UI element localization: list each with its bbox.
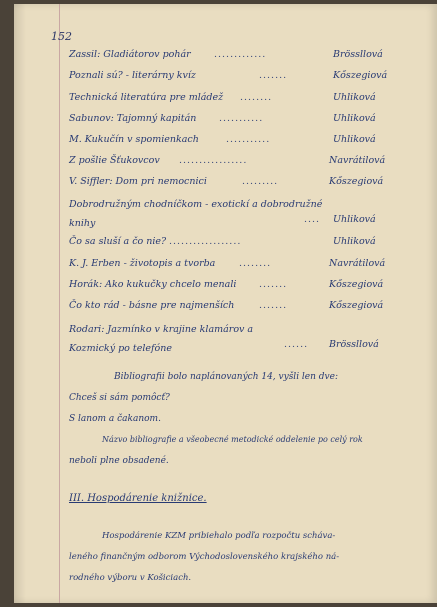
entry-author: Uhliková: [333, 236, 376, 247]
entry-author: Uhliková: [333, 214, 376, 225]
list-item: [14, 234, 437, 250]
list-item: [14, 68, 437, 84]
section-paragraph-line: Hospodárenie KZM pribiehalo podľa rozpočtu scháva-: [102, 531, 336, 541]
leader-dots: .................: [179, 155, 248, 166]
leader-dots: ........: [240, 92, 273, 103]
paragraph-line: S lanom a čakanom.: [69, 414, 161, 424]
entry-author: Brössllová: [329, 339, 379, 350]
list-item: [14, 111, 437, 127]
leader-dots: .......: [259, 279, 288, 290]
entry-title: Zassil: Gladiátorov pohár: [69, 49, 191, 60]
list-item: [14, 256, 437, 272]
entry-author: Brössllová: [333, 49, 383, 60]
entry-title: Horák: Ako kukučky chcelo menali: [69, 279, 237, 290]
entry-author: Navrátilová: [329, 258, 386, 269]
list-item: [14, 132, 437, 148]
paragraph-line: Názvo bibliografie a všeobecné metodické oddelenie po celý rok: [102, 435, 363, 444]
entry-author: Kőszegiová: [329, 176, 384, 187]
list-item: [14, 277, 437, 293]
section-heading: III. Hospodárenie knižnice.: [69, 493, 207, 504]
list-item: [14, 174, 437, 190]
list-item: [14, 193, 437, 233]
leader-dots: ...........: [226, 134, 271, 145]
entry-author: Uhliková: [333, 134, 376, 145]
entry-author: Kőszegiová: [333, 70, 388, 81]
entry-title: Dobrodružným chodníčkom - exotickí a dobrodružné knihy: [69, 199, 323, 229]
section-paragraph-line: leného finančným odborom Východoslovenského krajského ná-: [69, 552, 340, 562]
list-item: [14, 153, 437, 169]
leader-dots: ........: [239, 258, 272, 269]
list-item: [14, 47, 437, 63]
leader-dots: .............: [214, 49, 267, 60]
entry-title: Poznali sú? - literárny kvíz: [69, 70, 196, 81]
paragraph-line: Chceš si sám pomôcť?: [69, 393, 170, 403]
entry-title: Technická literatúra pre mládež: [69, 92, 224, 103]
entry-title: Čo kto rád - básne pre najmenších: [69, 300, 235, 311]
entry-author: Kőszegiová: [329, 279, 384, 290]
list-item: [14, 298, 437, 314]
entry-title: Z pošlie Šťukovcov: [69, 155, 160, 166]
entry-title: K. J. Erben - životopis a tvorba: [69, 258, 216, 269]
entry-author: Navrátilová: [329, 155, 386, 166]
list-item: [14, 318, 437, 358]
entry-title: Rodari: Jazmínko v krajine klamárov a Kozmický po telefóne: [69, 324, 254, 354]
entry-author: Uhliková: [333, 113, 376, 124]
paragraph-line: Bibliografii bolo naplánovaných 14, vyšli len dve:: [114, 372, 338, 382]
entry-title: Sabunov: Tajomný kapitán: [69, 113, 197, 124]
leader-dots: ..................: [169, 236, 242, 247]
leader-dots: .......: [259, 300, 288, 311]
entry-title: M. Kukučín v spomienkach: [69, 134, 199, 145]
document-page: [14, 4, 437, 603]
leader-dots: ....: [304, 214, 321, 225]
page-number: 152: [51, 30, 72, 43]
section-paragraph-line: rodného výboru v Košiciach.: [69, 573, 192, 583]
entry-title: Čo sa sluší a čo nie?: [69, 236, 167, 247]
entry-title: V. Siffler: Dom pri nemocnici: [69, 176, 207, 187]
paragraph-line: neboli plne obsadené.: [69, 456, 169, 466]
leader-dots: ...........: [219, 113, 264, 124]
leader-dots: .........: [242, 176, 279, 187]
entry-author: Uhliková: [333, 92, 376, 103]
leader-dots: ......: [284, 339, 309, 350]
list-item: [14, 90, 437, 106]
entry-author: Kőszegiová: [329, 300, 384, 311]
leader-dots: .......: [259, 70, 288, 81]
